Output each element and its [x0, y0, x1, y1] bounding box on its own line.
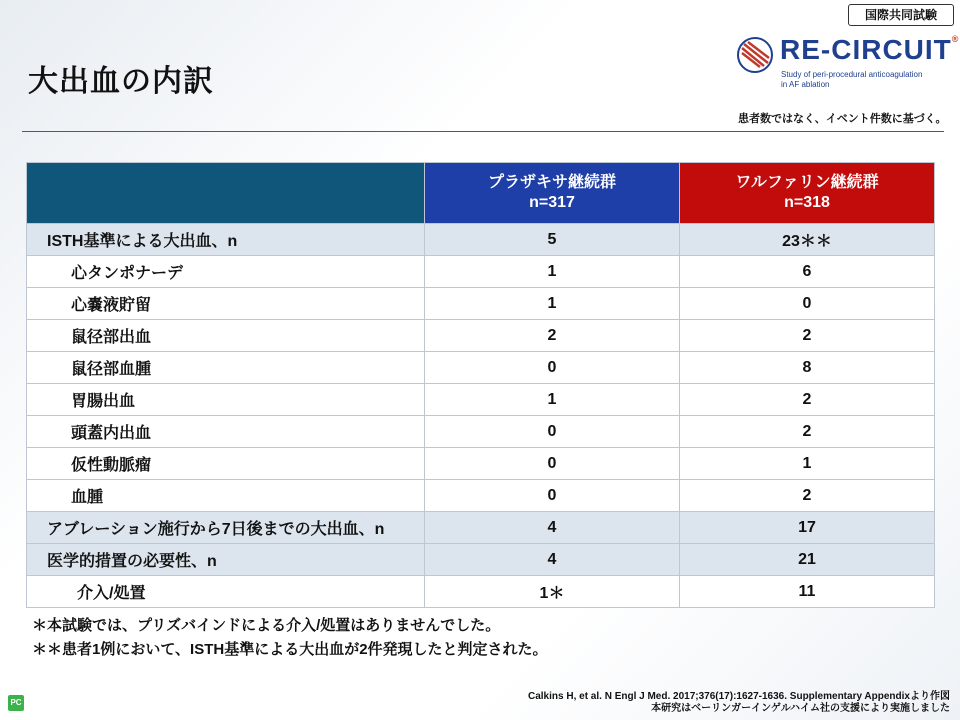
warfarin-value: 8 [680, 352, 935, 384]
prazaxa-value: 5 [425, 224, 680, 256]
page-title: 大出血の内訳 [28, 65, 214, 98]
header-divider [22, 131, 944, 132]
header-warfarin-group: ワルファリン継続群 n=318 [680, 163, 935, 224]
international-trial-badge: 国際共同試験 [848, 4, 954, 26]
table-row [27, 448, 935, 480]
row-label: アブレーション施行から7日後までの大出血、n [27, 512, 425, 544]
warfarin-value: 1 [680, 448, 935, 480]
prazaxa-value: 1 [425, 256, 680, 288]
warfarin-value: 21 [680, 544, 935, 576]
row-label: 心嚢液貯留 [27, 288, 425, 320]
re-circuit-logo [736, 34, 960, 94]
warfarin-value: 11 [680, 576, 935, 608]
row-label: 心タンポナーデ [27, 256, 425, 288]
table-row [27, 288, 935, 320]
warfarin-value: 2 [680, 320, 935, 352]
prazaxa-value: 0 [425, 416, 680, 448]
table-row [27, 576, 935, 608]
warfarin-value: 2 [680, 480, 935, 512]
prazaxa-value: 0 [425, 352, 680, 384]
table-row [27, 544, 935, 576]
table-row [27, 480, 935, 512]
prazaxa-value: 4 [425, 512, 680, 544]
re-circuit-logo-mark-icon [736, 36, 774, 74]
event-count-note: 患者数ではなく、イベント件数に基づく。 [738, 113, 947, 125]
row-label: 介入/処置 [27, 576, 425, 608]
prazaxa-value: 0 [425, 480, 680, 512]
major-bleeding-table [26, 162, 935, 608]
row-label: 鼠径部血腫 [27, 352, 425, 384]
table-row [27, 352, 935, 384]
warfarin-value: 2 [680, 416, 935, 448]
row-label: 医学的措置の必要性、n [27, 544, 425, 576]
pc-logo-icon: PC [8, 695, 24, 711]
header-blank-cell [27, 163, 425, 224]
table-row [27, 384, 935, 416]
re-circuit-logo-subtitle: Study of peri-procedural anticoagulation in AF ablation [781, 70, 923, 89]
prazaxa-value: 0 [425, 448, 680, 480]
re-circuit-logo-text: RE-CIRCUIT® [780, 34, 960, 65]
row-label: 頭蓋内出血 [27, 416, 425, 448]
table-header-row [27, 163, 935, 224]
warfarin-value: 0 [680, 288, 935, 320]
citation-source: Calkins H, et al. N Engl J Med. 2017;376(17):1627-1636. Supplementary Appendixより作図 [528, 691, 950, 702]
warfarin-value: 23＊＊ [680, 224, 935, 256]
warfarin-value: 6 [680, 256, 935, 288]
prazaxa-value: 1＊ [425, 576, 680, 608]
table-row [27, 320, 935, 352]
warfarin-value: 17 [680, 512, 935, 544]
row-label: 胃腸出血 [27, 384, 425, 416]
row-label: ISTH基準による大出血、n [27, 224, 425, 256]
table-row [27, 416, 935, 448]
row-label: 仮性動脈瘤 [27, 448, 425, 480]
row-label: 血腫 [27, 480, 425, 512]
prazaxa-value: 1 [425, 288, 680, 320]
header-prazaxa-group: プラザキサ継続群 n=317 [425, 163, 680, 224]
footnote-single-asterisk: ＊本試験では、プリズバインドによる介入/処置はありませんでした。 [32, 617, 501, 634]
prazaxa-value: 2 [425, 320, 680, 352]
table-row [27, 512, 935, 544]
prazaxa-value: 4 [425, 544, 680, 576]
row-label: 鼠径部出血 [27, 320, 425, 352]
table-row [27, 256, 935, 288]
table-row [27, 224, 935, 256]
warfarin-value: 2 [680, 384, 935, 416]
footnote-double-asterisk: ＊＊患者1例において、ISTH基準による大出血が2件発現したと判定された。 [32, 641, 548, 658]
citation [528, 691, 950, 715]
citation-sponsor: 本研究はベーリンガーインゲルハイム社の支援により実施しました [651, 703, 950, 714]
prazaxa-value: 1 [425, 384, 680, 416]
